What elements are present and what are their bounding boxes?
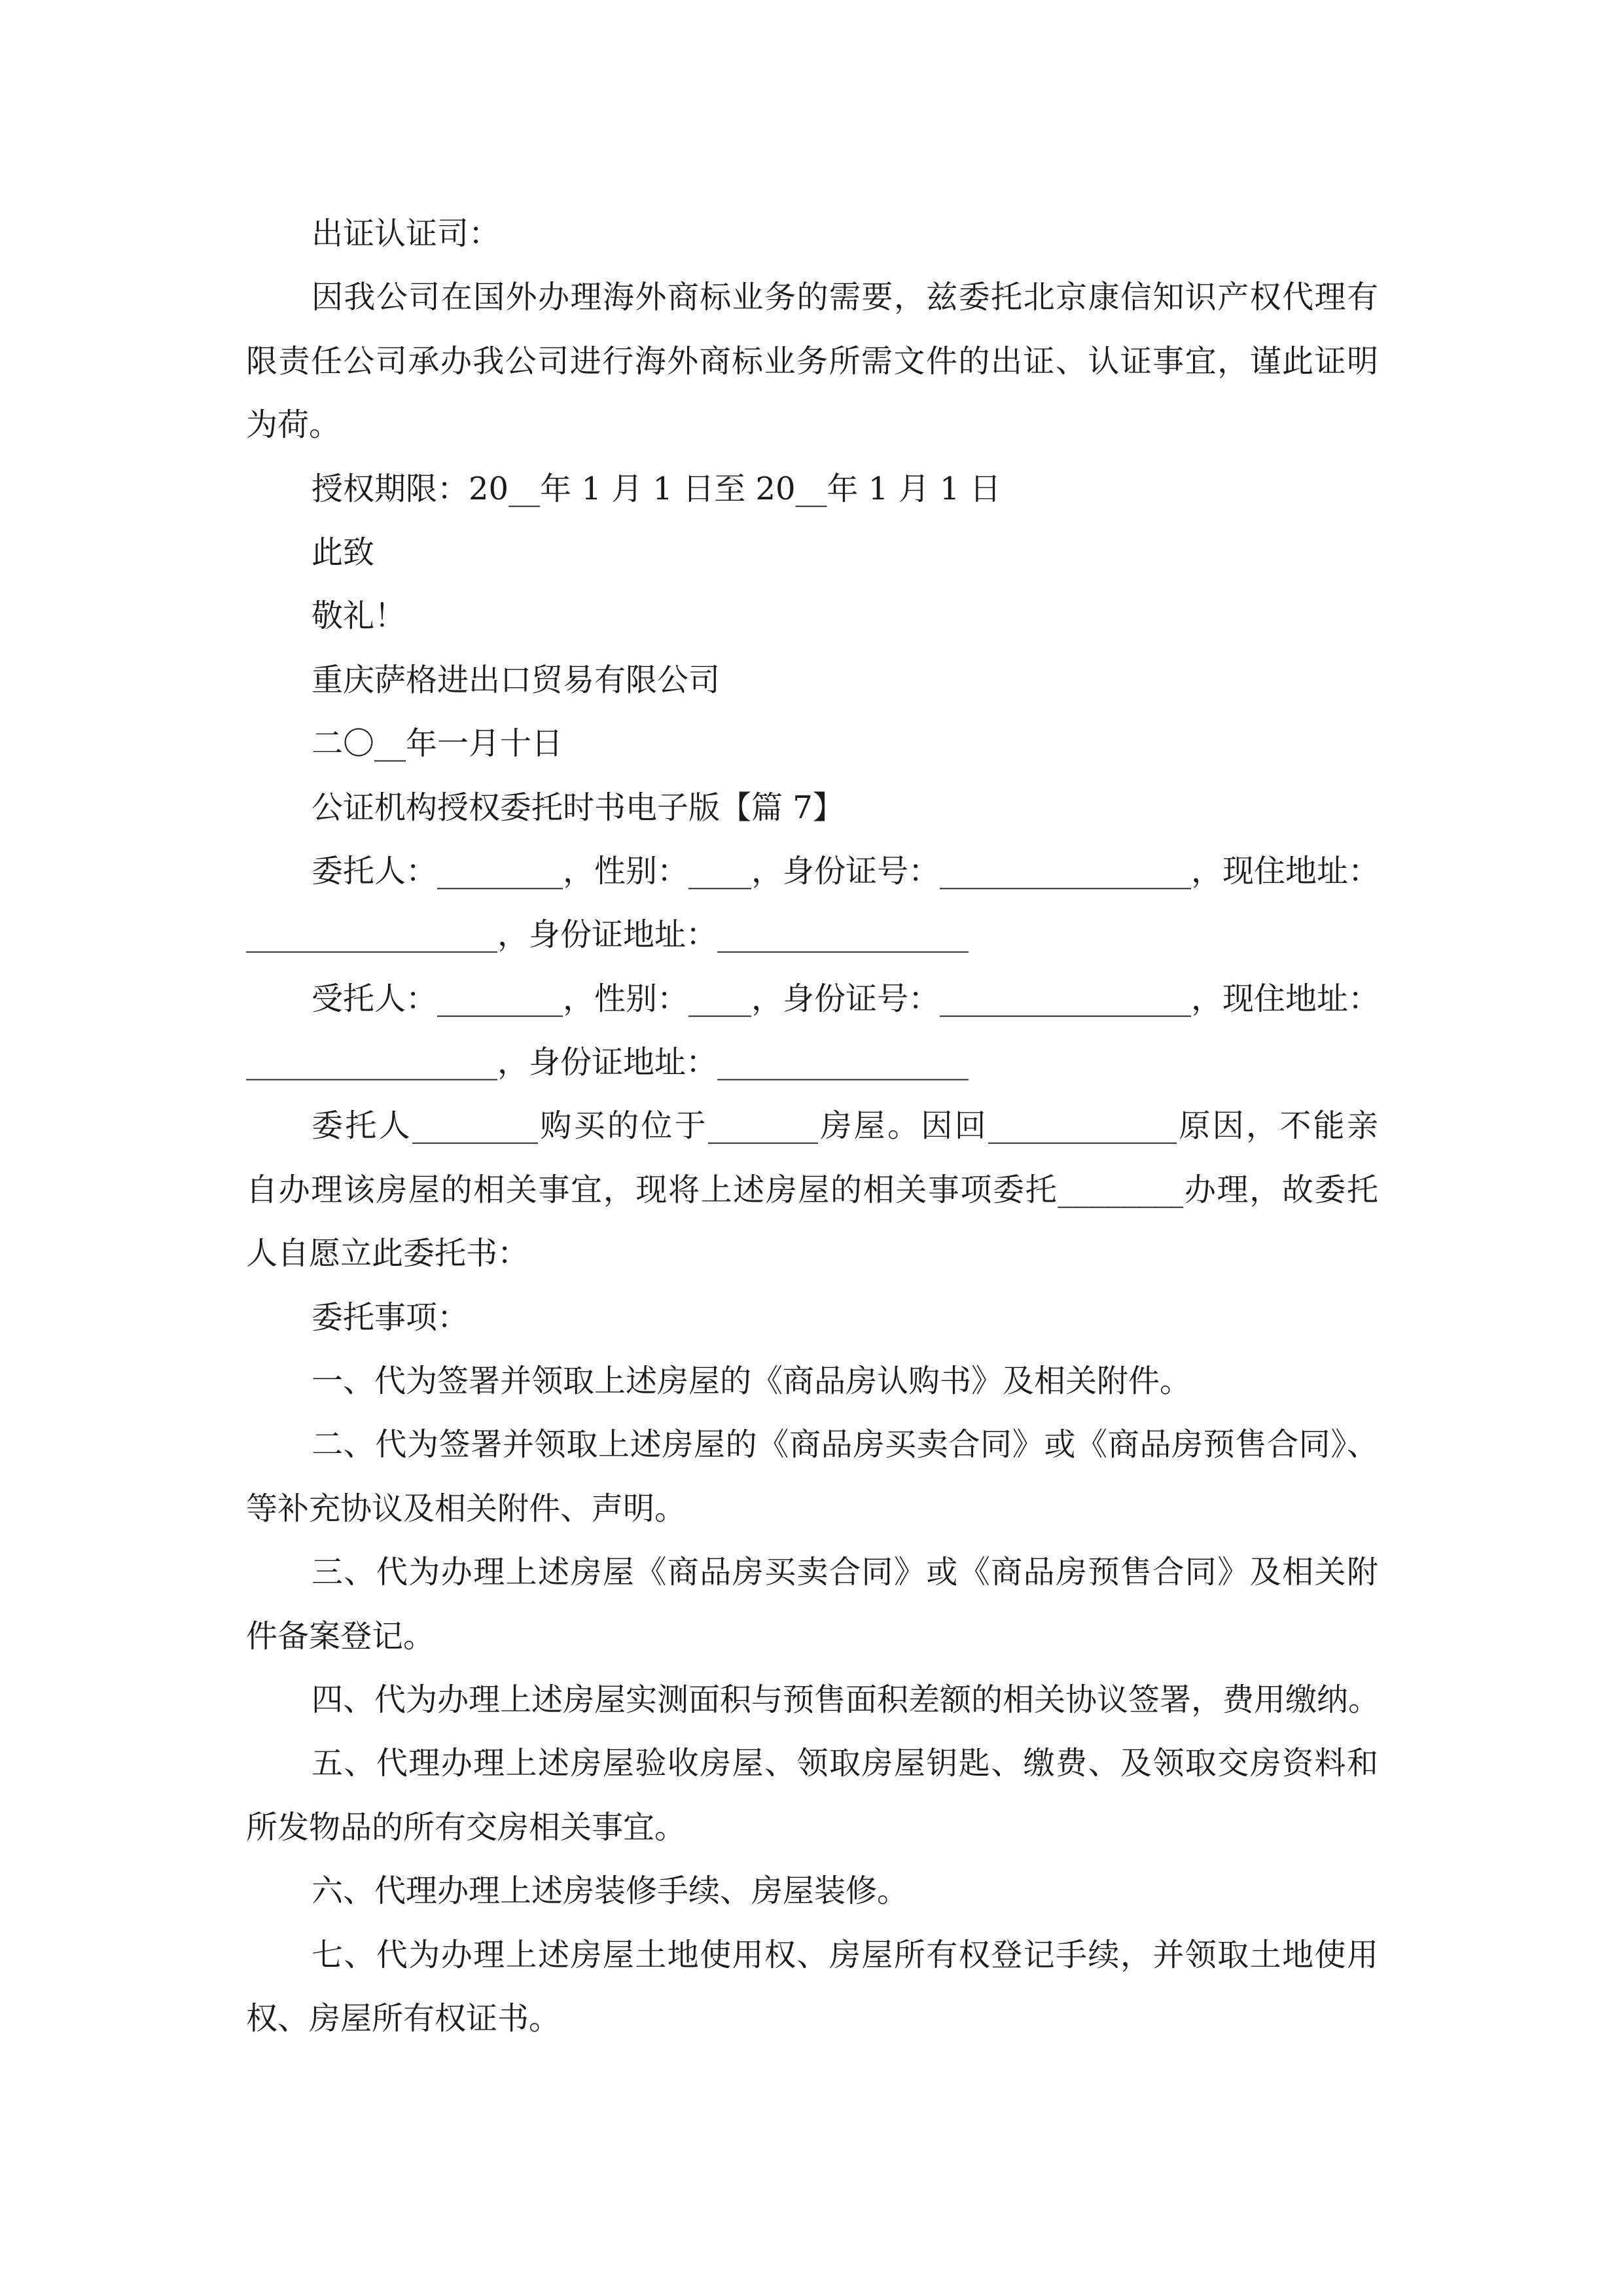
text-line: 为荷。 xyxy=(246,406,341,444)
text-line: ________________，身份证地址：________________ xyxy=(246,916,969,954)
text-line: 敬礼！ xyxy=(312,598,406,635)
text-line: 三、代为办理上述房屋《商品房买卖合同》或《商品房预售合同》及相关附 xyxy=(312,1554,1378,1591)
text-line: 二、代为签署并领取上述房屋的《商品房买卖合同》或《商品房预售合同》、 xyxy=(312,1426,1378,1463)
text-line: 七、代为办理上述房屋土地使用权、房屋所有权登记手续，并领取土地使用 xyxy=(312,1936,1378,1973)
text-line: 因我公司在国外办理海外商标业务的需要，兹委托北京康信知识产权代理有 xyxy=(312,279,1378,316)
text-line: 等补充协议及相关附件、声明。 xyxy=(246,1490,687,1527)
text-line: 件备案登记。 xyxy=(246,1617,435,1655)
text-line: 六、代理办理上述房装修手续、房屋装修。 xyxy=(312,1873,909,1910)
text-line: 委托人________购买的位于_______房屋。因回____________原因，不能亲 xyxy=(312,1107,1378,1145)
text-line: 自办理该房屋的相关事宜，现将上述房屋的相关事项委托________办理，故委托 xyxy=(246,1171,1378,1208)
text-line: 委托事项： xyxy=(312,1299,469,1336)
text-line: 四、代为办理上述房屋实测面积与预售面积差额的相关协议签署，费用缴纳。 xyxy=(312,1681,1380,1718)
text-line: ________________，身份证地址：________________ xyxy=(246,1044,969,1081)
text-line: 人自愿立此委托书： xyxy=(246,1235,529,1272)
text-line: 所发物品的所有交房相关事宜。 xyxy=(246,1808,687,1846)
text-line: 重庆萨格进出口贸易有限公司 xyxy=(312,661,721,698)
document-body xyxy=(246,202,1378,2051)
text-line: 限责任公司承办我公司进行海外商标业务所需文件的出证、认证事宜，谨此证明 xyxy=(246,342,1378,380)
text-line: 委托人：________，性别：____，身份证号：________________，现住地址： xyxy=(312,852,1380,889)
text-line: 权、房屋所有权证书。 xyxy=(246,2000,561,2037)
text-line: 此致 xyxy=(312,533,375,571)
text-line: 受托人：________，性别：____，身份证号：________________，现住地址： xyxy=(312,980,1380,1017)
text-line: 公证机构授权委托时书电子版【篇 7】 xyxy=(312,789,844,826)
text-line: 出证认证司： xyxy=(312,215,501,252)
text-line: 五、代理办理上述房屋验收房屋、领取房屋钥匙、缴费、及领取交房资料和 xyxy=(312,1745,1378,1782)
text-line: 授权期限：20__年 1 月 1 日至 20__年 1 月 1 日 xyxy=(312,470,1001,507)
text-line: 一、代为签署并领取上述房屋的《商品房认购书》及相关附件。 xyxy=(312,1363,1192,1400)
text-line: 二〇__年一月十日 xyxy=(312,725,563,762)
